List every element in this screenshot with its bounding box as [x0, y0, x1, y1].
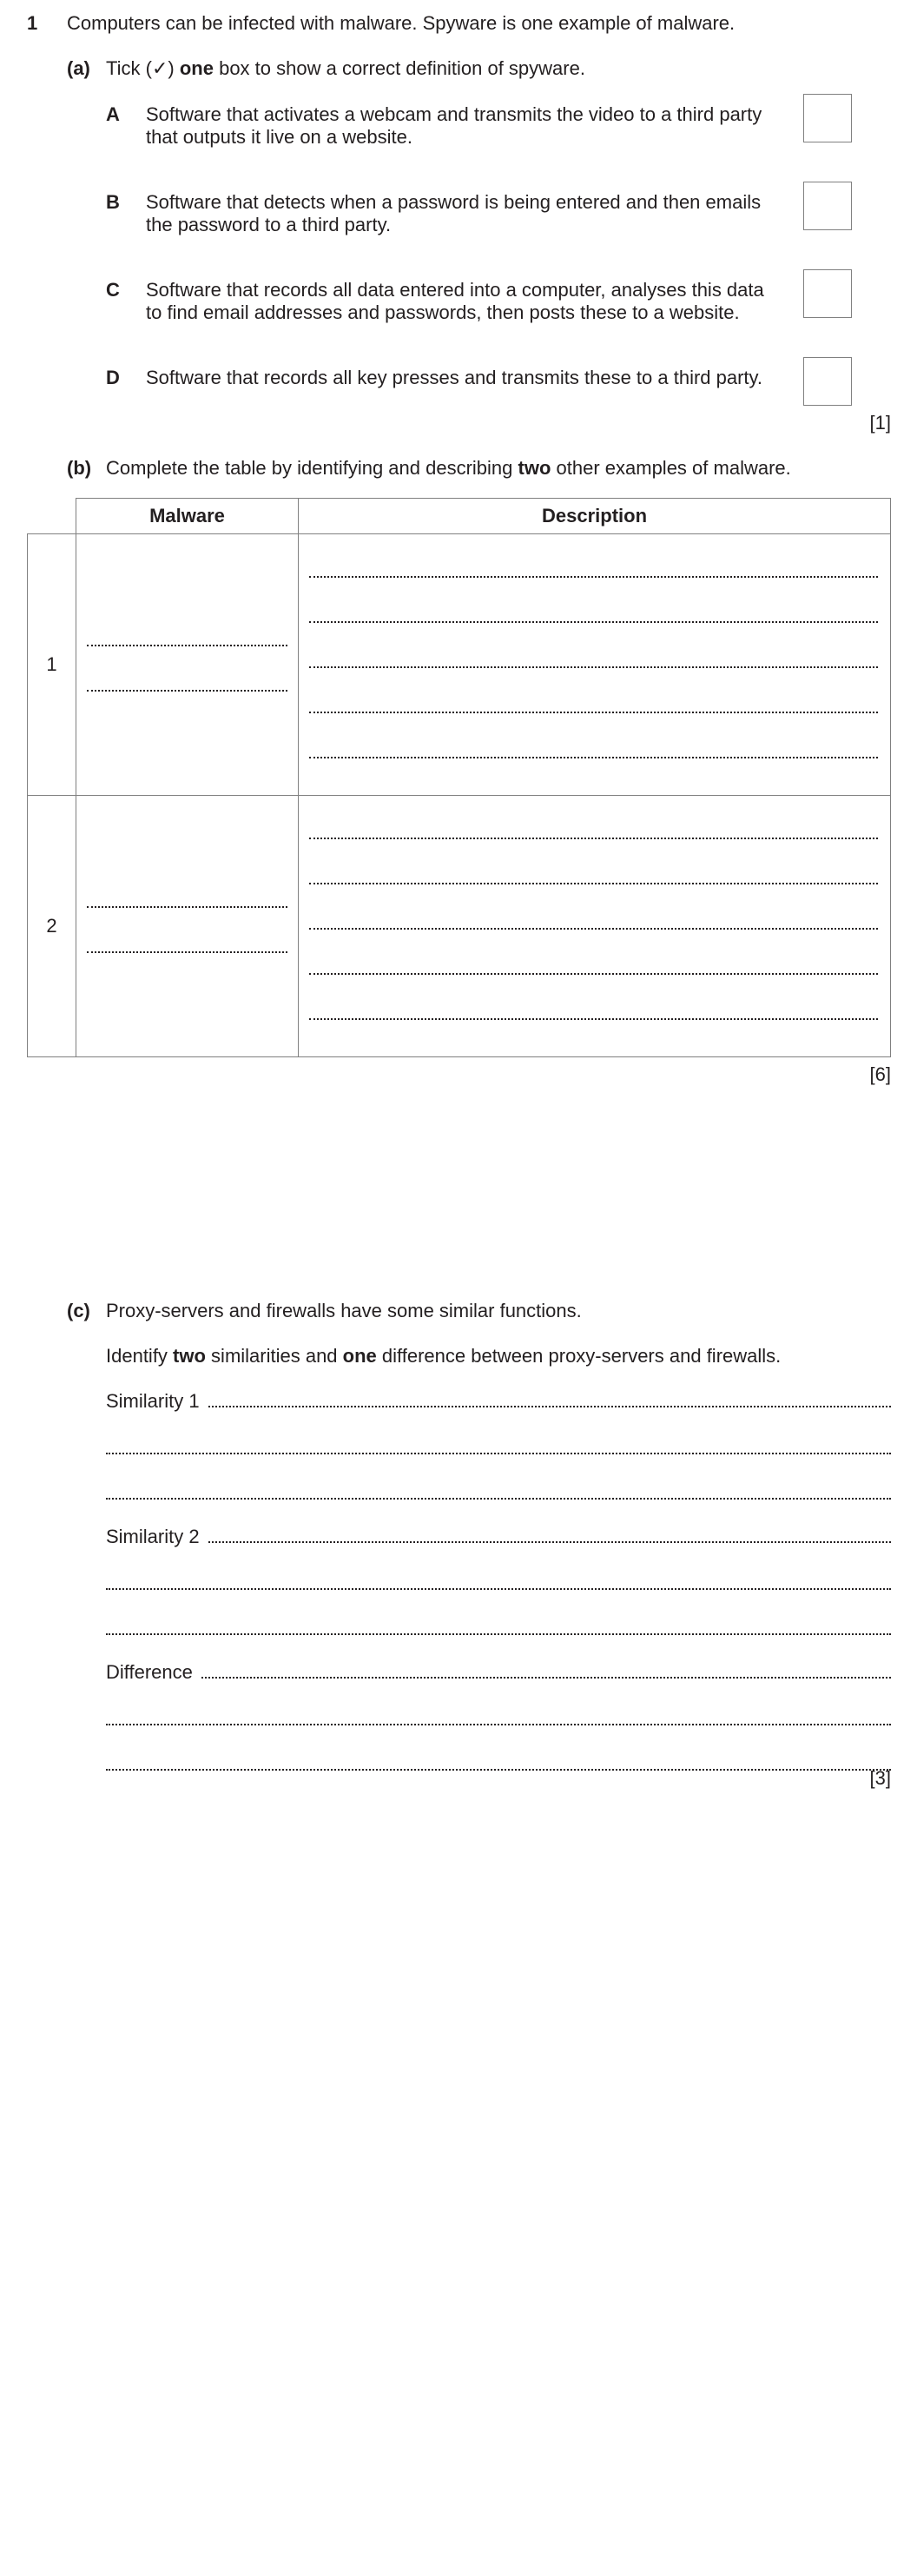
similarity-2-row [106, 1526, 891, 1548]
answer-line[interactable] [309, 883, 878, 884]
header-description: Description [299, 499, 891, 534]
table-row [28, 534, 891, 796]
part-a-label: (a) [67, 57, 90, 79]
answer-line[interactable] [106, 1588, 891, 1590]
header-malware: Malware [76, 499, 299, 534]
answer-line[interactable] [208, 1541, 891, 1543]
similarity-1-row [106, 1390, 891, 1413]
difference-label: Difference [106, 1661, 193, 1683]
part-a-marks: [1] [869, 412, 891, 434]
part-b-marks: [6] [869, 1063, 891, 1085]
part-a-instruction: Tick (✓) one box to show a correct definition of spyware. [106, 57, 585, 79]
answer-line[interactable] [309, 928, 878, 930]
answer-line[interactable] [201, 1677, 891, 1679]
option-b-text: Software that detects when a password is being entered and then emails the password to a third party. [146, 191, 762, 235]
malware-cell[interactable] [76, 796, 299, 1057]
part-c-instruction: Identify two similarities and one difference between proxy-servers and firewalls. [106, 1345, 782, 1367]
option-d-text: Software that records all key presses and transmits these to a third party. [146, 367, 763, 388]
option-c-letter: C [106, 279, 120, 301]
answer-line[interactable] [106, 1453, 891, 1454]
answer-line[interactable] [87, 951, 287, 953]
option-b-tickbox[interactable] [803, 182, 852, 230]
table-corner [28, 499, 76, 534]
question-intro: Computers can be infected with malware. Spyware is one example of malware. [67, 12, 736, 34]
tick-icon: ✓ [151, 57, 168, 79]
option-b-letter: B [106, 191, 120, 213]
description-cell[interactable] [299, 796, 891, 1057]
answer-line[interactable] [309, 666, 878, 668]
answer-line[interactable] [106, 1724, 891, 1725]
malware-cell[interactable] [76, 534, 299, 796]
option-c-text: Software that records all data entered into a computer, analyses this data to find email addresses and passwords, then posts these to a website. [146, 279, 764, 323]
part-b-label: (b) [67, 457, 92, 479]
option-d-letter: D [106, 367, 120, 388]
option-d-tickbox[interactable] [803, 357, 852, 406]
part-c-label: (c) [67, 1300, 90, 1321]
similarity-1-label: Similarity 1 [106, 1390, 200, 1412]
answer-line[interactable] [87, 645, 287, 646]
part-b-instruction: Complete the table by identifying and describing two other examples of malware. [106, 457, 791, 479]
malware-table [27, 498, 891, 1057]
option-a-text: Software that activates a webcam and transmits the video to a third party that outputs it live on a website. [146, 103, 762, 148]
option-a-tickbox[interactable] [803, 94, 852, 142]
answer-line[interactable] [208, 1406, 891, 1407]
row-number: 2 [28, 796, 76, 1057]
difference-row [106, 1661, 891, 1684]
part-c-marks: [3] [869, 1767, 891, 1789]
part-c-intro: Proxy-servers and firewalls have some similar functions. [106, 1300, 582, 1321]
answer-line[interactable] [309, 757, 878, 758]
answer-line[interactable] [87, 690, 287, 692]
answer-line[interactable] [309, 1018, 878, 1020]
answer-line[interactable] [309, 576, 878, 578]
answer-line[interactable] [309, 973, 878, 975]
answer-line[interactable] [106, 1633, 891, 1635]
option-c-tickbox[interactable] [803, 269, 852, 318]
answer-line[interactable] [309, 712, 878, 713]
answer-line[interactable] [106, 1769, 891, 1771]
question-number: 1 [27, 12, 38, 34]
answer-line[interactable] [106, 1498, 891, 1500]
answer-line[interactable] [309, 838, 878, 839]
table-row [28, 796, 891, 1057]
answer-line[interactable] [309, 621, 878, 623]
option-a-letter: A [106, 103, 120, 125]
row-number: 1 [28, 534, 76, 796]
description-cell[interactable] [299, 534, 891, 796]
answer-line[interactable] [87, 906, 287, 908]
similarity-2-label: Similarity 2 [106, 1526, 200, 1547]
